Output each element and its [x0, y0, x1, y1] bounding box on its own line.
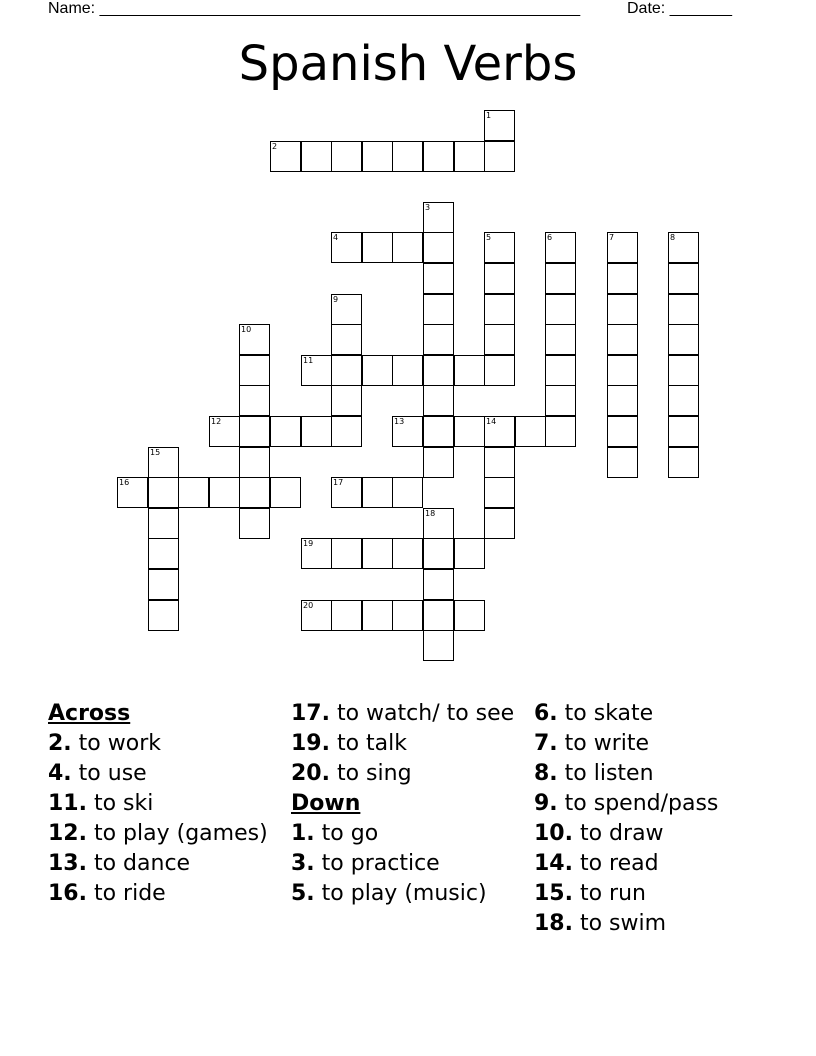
crossword-cell[interactable]: [239, 447, 270, 478]
crossword-cell[interactable]: [331, 416, 362, 447]
cell-number: 1: [486, 111, 492, 120]
clue-down: 8. to listen: [534, 761, 654, 786]
crossword-cell[interactable]: [454, 141, 485, 172]
clue-column-1: [48, 702, 274, 912]
crossword-cell[interactable]: [607, 263, 638, 294]
crossword-cell[interactable]: [239, 508, 270, 539]
crossword-cell[interactable]: [545, 324, 576, 355]
crossword-cell[interactable]: [239, 324, 270, 355]
crossword-cell[interactable]: [423, 294, 454, 325]
crossword-cell[interactable]: [423, 141, 454, 172]
crossword-cell[interactable]: [117, 477, 148, 508]
crossword-cell[interactable]: [607, 447, 638, 478]
crossword-cell[interactable]: [239, 416, 270, 447]
crossword-cell[interactable]: [331, 141, 362, 172]
crossword-cell[interactable]: [484, 141, 515, 172]
crossword-cell[interactable]: [484, 477, 515, 508]
crossword-cell[interactable]: [668, 416, 699, 447]
name-field-label: Name: ______________________________________________________: [48, 0, 581, 17]
crossword-cell[interactable]: [239, 385, 270, 416]
crossword-cell[interactable]: [423, 263, 454, 294]
crossword-cell[interactable]: [545, 416, 576, 447]
crossword-cell[interactable]: [301, 416, 332, 447]
crossword-cell[interactable]: [331, 385, 362, 416]
crossword-cell[interactable]: [515, 416, 546, 447]
crossword-cell[interactable]: [331, 600, 362, 631]
crossword-cell[interactable]: [668, 232, 699, 263]
crossword-cell[interactable]: [545, 232, 576, 263]
crossword-cell[interactable]: [484, 110, 515, 141]
crossword-cell[interactable]: [484, 263, 515, 294]
crossword-cell[interactable]: [148, 477, 179, 508]
cell-number: 19: [303, 539, 314, 548]
crossword-cell[interactable]: [392, 355, 423, 386]
clue-down: 18. to swim: [534, 911, 667, 936]
cell-number: 9: [333, 295, 339, 304]
crossword-cell[interactable]: [362, 538, 393, 569]
cell-number: 6: [547, 233, 553, 242]
clue-column-3: [534, 702, 760, 942]
crossword-cell[interactable]: [607, 324, 638, 355]
date-field-label: Date: _______: [627, 0, 732, 17]
page-title: Spanish Verbs: [238, 36, 578, 92]
crossword-cell[interactable]: [331, 232, 362, 263]
crossword-cell[interactable]: [178, 477, 209, 508]
cell-number: 15: [150, 448, 161, 457]
crossword-cell[interactable]: [270, 416, 301, 447]
clue-across: 16. to ride: [48, 881, 166, 906]
crossword-cell[interactable]: [148, 447, 179, 478]
clue-down: 15. to run: [534, 881, 646, 906]
crossword-cell[interactable]: [362, 141, 393, 172]
crossword-cell[interactable]: [239, 355, 270, 386]
crossword-cell[interactable]: [362, 600, 393, 631]
clue-down: 5. to play (music): [291, 881, 487, 906]
crossword-cell[interactable]: [362, 232, 393, 263]
clue-across: 13. to dance: [48, 851, 191, 876]
cell-number: 5: [486, 233, 492, 242]
crossword-cell[interactable]: [331, 324, 362, 355]
crossword-cell[interactable]: [423, 202, 454, 233]
clue-down: 1. to go: [291, 821, 379, 846]
cell-number: 14: [486, 417, 497, 426]
clue-down: 10. to draw: [534, 821, 664, 846]
cell-number: 20: [303, 601, 314, 610]
cell-number: 18: [425, 509, 436, 518]
crossword-cell[interactable]: [423, 355, 454, 386]
cell-number: 16: [119, 478, 130, 487]
cell-number: 13: [394, 417, 405, 426]
clue-down: 6. to skate: [534, 701, 654, 726]
crossword-cell[interactable]: [301, 600, 332, 631]
crossword-cell[interactable]: [668, 355, 699, 386]
clue-down: 7. to write: [534, 731, 650, 756]
crossword-cell[interactable]: [484, 324, 515, 355]
crossword-cell[interactable]: [392, 141, 423, 172]
crossword-cell[interactable]: [484, 294, 515, 325]
crossword-cell[interactable]: [392, 538, 423, 569]
crossword-cell[interactable]: [607, 416, 638, 447]
crossword-cell[interactable]: [423, 508, 454, 539]
clue-across: 4. to use: [48, 761, 147, 786]
clue-column-2: [291, 702, 517, 912]
crossword-cell[interactable]: [423, 569, 454, 600]
crossword-cell[interactable]: [392, 600, 423, 631]
clue-down: 3. to practice: [291, 851, 440, 876]
cell-number: 17: [333, 478, 344, 487]
crossword-cell[interactable]: [331, 294, 362, 325]
clue-across: 20. to sing: [291, 761, 412, 786]
crossword-cell[interactable]: [545, 355, 576, 386]
crossword-cell[interactable]: [148, 508, 179, 539]
crossword-cell[interactable]: [454, 355, 485, 386]
cell-number: 12: [211, 417, 222, 426]
crossword-cell[interactable]: [362, 477, 393, 508]
clue-down: 14. to read: [534, 851, 659, 876]
crossword-cell[interactable]: [423, 630, 454, 661]
crossword-cell[interactable]: [484, 447, 515, 478]
crossword-cell[interactable]: [668, 324, 699, 355]
crossword-cell[interactable]: [331, 538, 362, 569]
crossword-cell[interactable]: [423, 538, 454, 569]
crossword-cell[interactable]: [148, 569, 179, 600]
clue-across: 17. to watch/ to see: [291, 701, 515, 726]
crossword-cell[interactable]: [423, 600, 454, 631]
crossword-cell[interactable]: [545, 263, 576, 294]
crossword-cell[interactable]: [607, 232, 638, 263]
crossword-cell[interactable]: [454, 600, 485, 631]
crossword-cell[interactable]: [209, 477, 240, 508]
crossword-cell[interactable]: [545, 385, 576, 416]
clue-across: 2. to work: [48, 731, 161, 756]
crossword-cell[interactable]: [148, 538, 179, 569]
crossword-cell[interactable]: [545, 294, 576, 325]
crossword-cell[interactable]: [484, 416, 515, 447]
crossword-cell[interactable]: [668, 447, 699, 478]
cell-number: 11: [303, 356, 314, 365]
clue-across: 12. to play (games): [48, 821, 268, 846]
crossword-cell[interactable]: [454, 416, 485, 447]
crossword-cell[interactable]: [423, 385, 454, 416]
crossword-cell[interactable]: [331, 355, 362, 386]
crossword-cell[interactable]: [270, 477, 301, 508]
cell-number: 8: [670, 233, 676, 242]
crossword-cell[interactable]: [209, 416, 240, 447]
cell-number: 4: [333, 233, 339, 242]
crossword-cell[interactable]: [392, 416, 423, 447]
crossword-cell[interactable]: [607, 355, 638, 386]
crossword-cell[interactable]: [607, 294, 638, 325]
cell-number: 7: [609, 233, 615, 242]
cell-number: 2: [272, 142, 278, 151]
crossword-cell[interactable]: [392, 477, 423, 508]
clue-down: 9. to spend/pass: [534, 791, 719, 816]
down-heading: Down: [291, 791, 361, 816]
crossword-cell[interactable]: [484, 508, 515, 539]
clue-across: 11. to ski: [48, 791, 154, 816]
crossword-cell[interactable]: [331, 477, 362, 508]
crossword-cell[interactable]: [362, 355, 393, 386]
crossword-cell[interactable]: [392, 232, 423, 263]
cell-number: 10: [241, 325, 252, 334]
crossword-cell[interactable]: [484, 232, 515, 263]
crossword-cell[interactable]: [668, 294, 699, 325]
across-heading: Across: [48, 701, 131, 726]
crossword-cell[interactable]: [668, 263, 699, 294]
crossword-cell[interactable]: [454, 538, 485, 569]
crossword-cell[interactable]: [148, 600, 179, 631]
crossword-cell[interactable]: [423, 416, 454, 447]
crossword-cell[interactable]: [423, 447, 454, 478]
crossword-cell[interactable]: [239, 477, 270, 508]
cell-number: 3: [425, 203, 431, 212]
crossword-cell[interactable]: [301, 141, 332, 172]
crossword-cell[interactable]: [301, 538, 332, 569]
crossword-cell[interactable]: [301, 355, 332, 386]
crossword-cell[interactable]: [270, 141, 301, 172]
crossword-cell[interactable]: [423, 232, 454, 263]
crossword-cell[interactable]: [607, 385, 638, 416]
clue-across: 19. to talk: [291, 731, 408, 756]
crossword-cell[interactable]: [423, 324, 454, 355]
crossword-cell[interactable]: [484, 355, 515, 386]
crossword-cell[interactable]: [668, 385, 699, 416]
